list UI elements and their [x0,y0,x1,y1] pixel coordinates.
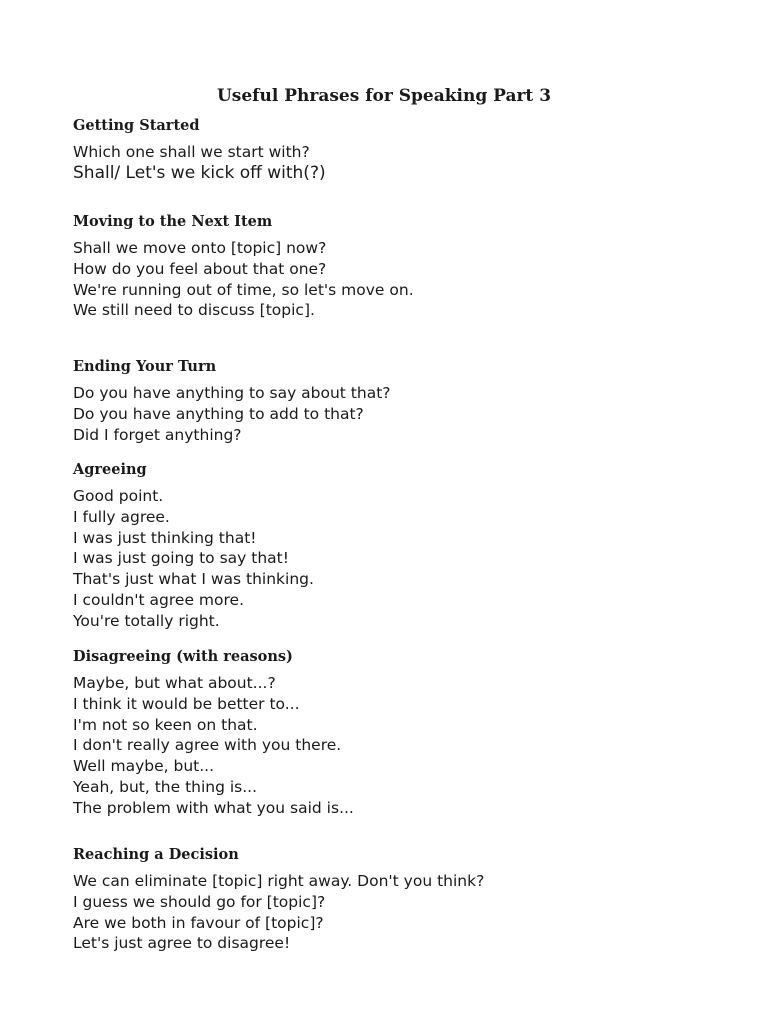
phrase-line: I was just thinking that! [73,528,257,547]
phrase-line: We're running out of time, so let's move on. [73,280,414,299]
phrase-line: I fully agree. [73,507,170,526]
phrase-line: Shall/ Let's we kick off with(?) [73,162,326,183]
section-heading: Agreeing [73,461,147,478]
phrase-line: Well maybe, but... [73,757,215,776]
section-moving-to-next-item [73,212,713,321]
page-title: Useful Phrases for Speaking Part 3 [216,86,552,106]
phrase-line: Maybe, but what about...? [73,674,276,692]
section-getting-started [73,116,713,184]
phrase-line: I couldn't agree more. [73,590,245,609]
phrase-line: We can eliminate [topic] right away. Don't you think? [73,872,485,890]
phrase-line: I think it would be better to... [73,694,300,713]
phrase-line: I'm not so keen on that. [73,715,258,734]
section-heading: Moving to the Next Item [73,213,273,230]
phrase-line: Shall we move onto [topic] now? [73,239,327,257]
phrase-line: Let's just agree to disagree! [73,934,291,953]
section-agreeing [73,460,713,632]
section-reaching-a-decision [73,845,713,954]
section-disagreeing [73,647,713,819]
phrase-line: I guess we should go for [topic]? [73,892,326,911]
phrase-line: The problem with what you said is... [73,798,354,817]
phrase-line: You're totally right. [73,611,220,630]
section-heading: Getting Started [73,117,200,134]
section-heading: Ending Your Turn [73,358,217,375]
section-ending-your-turn [73,357,713,445]
section-heading: Disagreeing (with reasons) [73,648,293,665]
phrase-line: We still need to discuss [topic]. [73,301,315,320]
phrase-line: Yeah, but, the thing is... [73,777,258,796]
phrase-line: Did I forget anything? [73,425,242,444]
phrase-line: Good point. [73,487,164,505]
phrase-line: How do you feel about that one? [73,259,327,278]
phrase-line: Are we both in favour of [topic]? [73,913,324,932]
phrase-line: Do you have anything to say about that? [73,384,391,402]
phrase-line: I don't really agree with you there. [73,736,342,755]
phrase-line: I was just going to say that! [73,549,289,568]
section-heading: Reaching a Decision [73,846,239,863]
phrase-line: Do you have anything to add to that? [73,404,364,423]
phrase-line: Which one shall we start with? [73,143,310,161]
phrase-line: That's just what I was thinking. [73,570,314,589]
